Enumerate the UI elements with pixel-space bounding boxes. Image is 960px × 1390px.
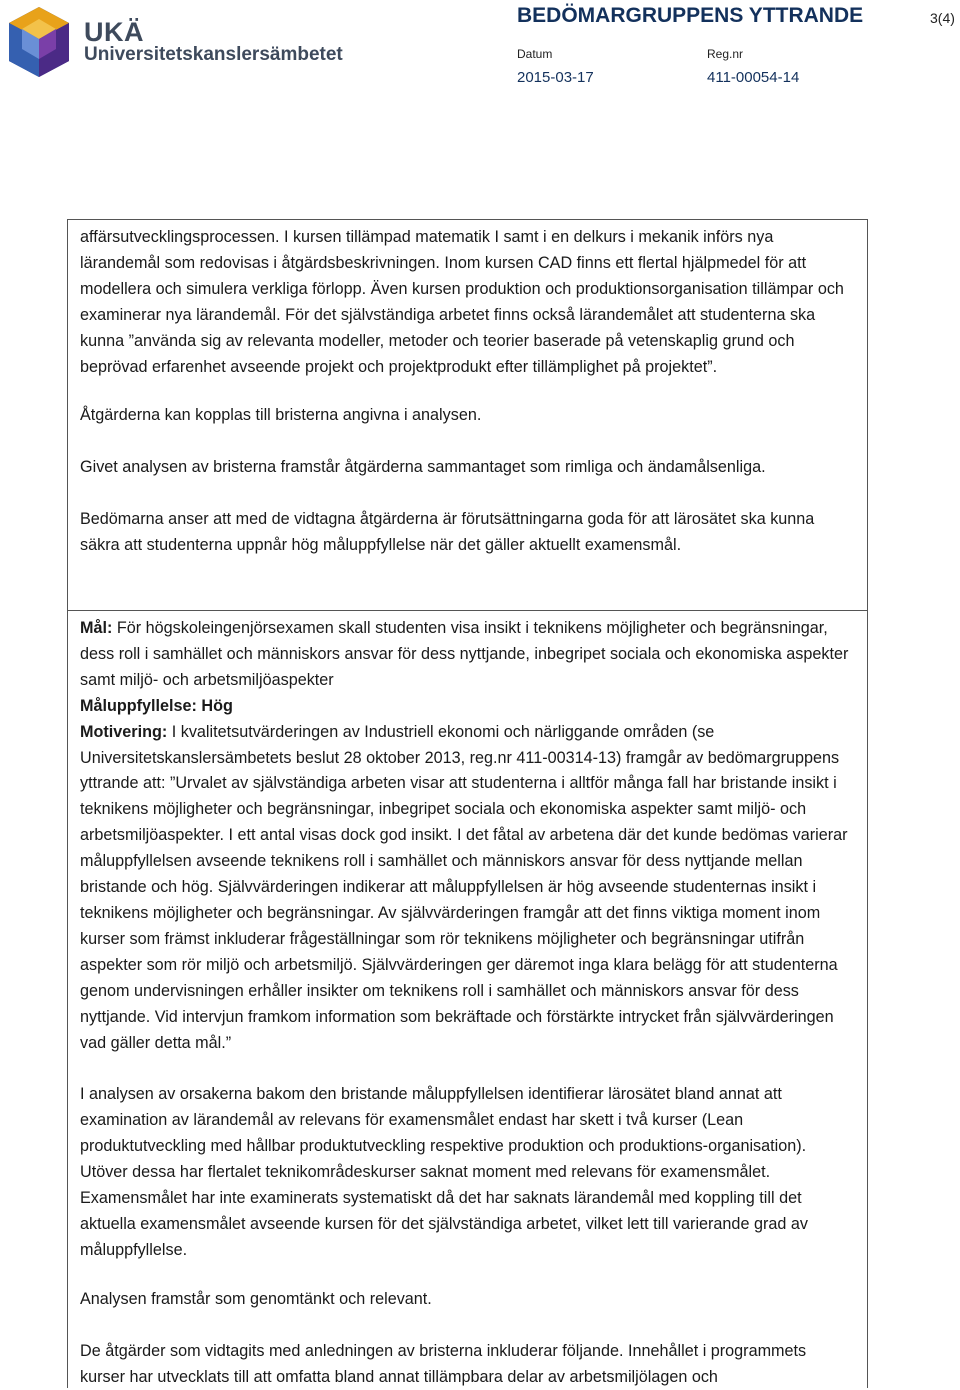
goal-fulfilment: Måluppfyllelse: Hög [80,696,233,715]
paragraph-analysis-verdict: Analysen framstår som genomtänkt och relevant. [80,1289,432,1308]
date-value: 2015-03-17 [517,69,594,86]
motivation-text: I kvalitetsutvärderingen av Industriell ekonomi och närliggande områden (se Universitetskanslersämbetets beslut 28 oktober 2013, reg.nr 411-00314-13) framgår av bedömargruppens yttrande att: ”Urvalet av självständiga arbeten visar att studenterna i alltför många fall har bristande insikt i teknikens möjligheter och begränsningar, inbegripet sociala och ekonomiska aspekter samt miljö- och arbetsmiljöaspekter. I ett antal visas dock god insikt. I det fåtal av arbetena där det kunde bedömas varierar måluppfyllelsen avseende teknikens roll i samhället och människors ansvar för dess nyttjande mellan bristande och hög. Självvärderingen indikerar att måluppfyllelsen är hög avseende studenternas insikt i teknikens möjligheter och begränsningar. Av självvärderingen framgår att det finns viktiga moment inom kurser som främst inkluderar frågeställningar som rör teknikens möjligheter och begränsningar utifrån aspekter som rör miljö och arbetsmiljö. Självvärderingen ger däremot inga klara belägg för att studenterna genom undervisningen erhåller insikter om teknikens roll i samhället och människors ansvar för dess nyttjande. Vid intervjun framkom information som bekräftade och förstärkte intrycket från självvärderingen vad gäller detta mål.” [80,722,848,1052]
goal-label: Mål: [80,619,113,637]
paragraph-coupling: Åtgärderna kan kopplas till bristerna angivna i analysen. [80,406,482,425]
regnr-value: 411-00054-14 [707,69,800,86]
page-number: 3(4) [930,10,955,26]
paragraph-reasonable: Givet analysen av bristerna framstår åtgärderna sammantaget som rimliga och ändamålsenliga. [80,458,766,477]
paragraph-actions: De åtgärder som vidtagits med anledningen av bristerna inkluderar följande. Innehållet i programmets kurser har utvecklats till att omfatta bland annat tillämpbara delar av arbetsmiljölagen och [80,1341,807,1386]
assessment-box-goal [67,610,868,1388]
brand-short-name: UKÄ [84,17,144,47]
motivation-paragraph [80,720,855,1057]
goal-text: För högskoleingenjörsexamen skall studenten visa insikt i teknikens möjligheter och begränsningar, dess roll i samhället och människors ansvar för dess nyttjande, inbegripet sociala och ekonomiska aspekter samt miljö- och arbetsmiljöaspekter [80,619,849,689]
motivation-label: Motivering: [80,722,168,741]
assessment-box-continued [67,219,868,611]
paragraph-conclusion: Bedömarna anser att med de vidtagna åtgärderna är förutsättningarna goda för att lärosätet ska kunna säkra att studenterna uppnår hög måluppfyllelse när det gäller aktuellt examensmål. [80,510,815,555]
goal-paragraph [80,616,855,694]
brand-full-name: Universitetskanslersämbetet [84,44,343,65]
paragraph-measures: affärsutvecklingsprocessen. I kursen tillämpad matematik I samt i en delkurs i mekanik införs nya lärandemål som redovisas i åtgärdsbeskrivningen. Inom kursen CAD finns ett flertal hjälpmedel för att modellera och simulera verkliga förlopp. Även kursen produktion och produktionsorganisation tillämpar och examinerar nya lärandemål. För det självständiga arbetet finns också lärandemålet att studenterna ska kunna ”använda sig av relevanta modeller, metoder och teorier baserade på vetenskaplig grund och beprövad erfarenhet avseende projekt och projektprodukt efter tillämplighet på projektet”. [80,228,844,376]
date-label: Datum [517,47,553,61]
regnr-label: Reg.nr [707,47,744,61]
paragraph-analysis: I analysen av orsakerna bakom den bristande måluppfyllelsen identifierar lärosätet bland annat att examination av lärandemål av relevans för examensmålet endast har skett i två kurser (Lean produktutveckling med hållbar produktutveckling respektive produktion och produktions-organisation). Utöver dessa har flertalet teknikområdeskurser saknat moment med relevans för examensmålet. Examensmålet har inte examinerats systematiskt då det har saknats lärandemål med koppling till det aktuella examensmålet avseende kursen för det självständiga arbetet, vilket lett till varierande grad av måluppfyllelse. [80,1085,808,1259]
uka-logo [6,5,72,79]
document-title: BEDÖMARGRUPPENS YTTRANDE [517,4,864,27]
